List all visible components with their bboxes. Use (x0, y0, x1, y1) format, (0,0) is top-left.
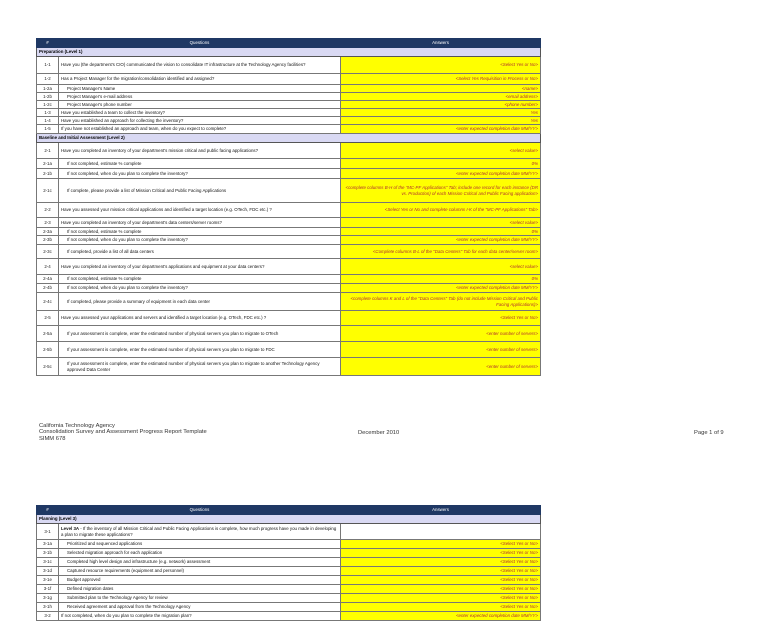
answer-cell[interactable]: <enter number of servers> (341, 358, 541, 376)
table-row (37, 93, 541, 101)
table-row (37, 57, 541, 74)
answer-cell[interactable]: <enter expected completion date MM/YY> (341, 125, 541, 134)
answer-cell[interactable]: Yes (341, 109, 541, 117)
question-number: 2-4 (37, 259, 59, 275)
level-label: Level 3A (61, 526, 80, 532)
answer-cell[interactable]: <enter expected completion date MM/YY> (341, 284, 541, 293)
answer-cell[interactable]: 0% (341, 228, 541, 236)
table-row (37, 284, 541, 293)
question-text: Have you established a team to collect the inventory? (59, 109, 341, 117)
table-row (37, 524, 541, 540)
header-answers: Answers (341, 506, 541, 515)
question-text: Defined migration dates (59, 585, 341, 594)
question-number: 1-3 (37, 109, 59, 117)
table-row (37, 125, 541, 134)
answer-cell[interactable]: <email address> (341, 93, 541, 101)
table-row (37, 218, 541, 228)
question-text: Selected migration approach for each application (59, 549, 341, 558)
table-row (37, 169, 541, 179)
question-text: If you have not established an approach and team, when do you expect to complete? (59, 125, 341, 134)
table-row (37, 326, 541, 342)
table-row (37, 342, 541, 358)
question-text: Have you established an approach for collecting the inventory? (59, 117, 341, 125)
table-header-row (37, 506, 541, 515)
answer-cell[interactable]: <Select Yes or No> (341, 558, 541, 567)
question-text: Has a Project Manager for the migration/consolidation identified and assigned? (59, 74, 341, 85)
answer-cell[interactable]: <select value> (341, 259, 541, 275)
answer-cell[interactable]: <Select Yes or No> (341, 576, 541, 585)
question-number: 3-1g (37, 594, 59, 603)
question-text: Received agreement and approval from the Technology Agency (59, 603, 341, 612)
question-text: Budget approved (59, 576, 341, 585)
question-text: Have you assessed your applications and servers and identified a target location (e.g. OTech, FDC etc.) ? (59, 311, 341, 326)
question-number: 2-5b (37, 342, 59, 358)
question-number: 3-1c (37, 558, 59, 567)
question-text: Project Manager's Name (59, 85, 341, 93)
question-number: 3-1h (37, 603, 59, 612)
question-number: 2-1 (37, 143, 59, 159)
answer-cell[interactable]: <Select Yes or No> (341, 567, 541, 576)
question-number: 2-3b (37, 236, 59, 245)
section-header-row (37, 515, 541, 524)
question-number: 3-1a (37, 540, 59, 549)
question-number: 2-4a (37, 275, 59, 284)
section-title: Baseline and Initial Assessment (Level 2) (37, 134, 541, 143)
answer-cell[interactable]: <enter expected completion date MM/YY> (341, 612, 541, 621)
answer-cell[interactable]: <enter expected completion date MM/YY> (341, 169, 541, 179)
question-number: 2-3a (37, 228, 59, 236)
header-answers: Answers (341, 39, 541, 48)
question-number: 3-1d (37, 567, 59, 576)
question-text: If not completed, estimate % complete (59, 275, 341, 284)
table-row (37, 85, 541, 93)
question-text: Have you (the department's CIO) communicated the vision to consolidate IT infrastructure at the Technology Agency facilities? (59, 57, 341, 74)
answer-cell[interactable]: 0% (341, 275, 541, 284)
question-number: 2-2 (37, 203, 59, 218)
question-number: 2-1b (37, 169, 59, 179)
answer-cell[interactable]: <Select Yes or No and complete columns I-K of the "MC-PF Applications" Tab> (341, 203, 541, 218)
section-title: Planning (Level 3) (37, 515, 541, 524)
table-row (37, 275, 541, 284)
table-row (37, 259, 541, 275)
table-row (37, 311, 541, 326)
question-number: 1-1 (37, 57, 59, 74)
header-questions: Questions (59, 506, 341, 515)
question-text: Captured resource requirements (equipment and personnel) (59, 567, 341, 576)
answer-cell[interactable]: <Select Yes or No> (341, 540, 541, 549)
table-row (37, 585, 541, 594)
footer-page-number: Page 1 of 9 (694, 430, 724, 436)
question-text: If your assessment is complete, enter the estimated number of physical servers you plan to migrate to FDC (59, 342, 341, 358)
table-row (37, 109, 541, 117)
question-text: Submitted plan to the Technology Agency for review (59, 594, 341, 603)
table-row (37, 117, 541, 125)
question-number: 2-1c (37, 179, 59, 203)
section-title: Preparation (Level 1) (37, 48, 541, 57)
answer-cell[interactable]: <Select Yes or No> (341, 603, 541, 612)
answer-cell[interactable]: <select value> (341, 218, 541, 228)
footer-simm: SIMM 678 (39, 435, 66, 442)
answer-cell[interactable]: <Complete columns B-L of the "Data Centers" Tab for each data center/server room> (341, 245, 541, 259)
header-questions: Questions (59, 39, 341, 48)
table-row (37, 576, 541, 585)
answer-cell[interactable]: <select value> (341, 143, 541, 159)
question-text: If not completed, when do you plan to complete the inventory? (59, 169, 341, 179)
question-number: 1-2 (37, 74, 59, 85)
answer-cell[interactable]: <Select Yes or No> (341, 549, 541, 558)
answer-cell[interactable]: <complete columns K and L of the "Data Centers" Tab (do not include Mission Critical and Public Facing Applications)> (341, 293, 541, 311)
survey-table-page2 (36, 505, 541, 621)
answer-cell[interactable]: <Select Yes or No> (341, 594, 541, 603)
table-row (37, 293, 541, 311)
question-number: 2-3 (37, 218, 59, 228)
question-number: 1-2c (37, 101, 59, 109)
footer-org: California Technology Agency (39, 423, 115, 429)
table-row (37, 549, 541, 558)
question-number: 3-1e (37, 576, 59, 585)
question-number: 2-4b (37, 284, 59, 293)
table-row (37, 101, 541, 109)
question-text: Prioritized and sequenced applications (59, 540, 341, 549)
footer-doc-title: Consolidation Survey and Assessment Progress Report Template (39, 429, 207, 436)
question-text: Completed high level design and infrastructure (e.g. network) assessment (59, 558, 341, 567)
table-row (37, 594, 541, 603)
question-text: If not completed, when do you plan to complete the inventory? (59, 236, 341, 245)
question-number: 1-2a (37, 85, 59, 93)
question-text: Have you assessed your mission critical applications and identified a target location (e.g. OTech, FDC etc.) ? (59, 203, 341, 218)
question-number: 3-1 (37, 524, 59, 540)
answer-cell[interactable]: <Select Yes Requisition in Process or No> (341, 74, 541, 85)
table-row (37, 558, 541, 567)
footer-left (39, 423, 207, 442)
question-text: If your assessment is complete, enter the estimated number of physical servers you plan to migrate to another Technology Agency approved Data Center (59, 358, 341, 376)
answer-cell[interactable]: <enter number of servers> (341, 342, 541, 358)
question-text: If your assessment is complete, enter the estimated number of physical servers you plan to migrate to OTech (59, 326, 341, 342)
section-header-row (37, 134, 541, 143)
question-text-body: - If the inventory of all Mission Critical and Public Facing Applications is complete, how much progress have you made in developing a plan to migrate these applications? (61, 526, 337, 537)
answer-cell[interactable]: <enter number of servers> (341, 326, 541, 342)
question-text: Have you completed an inventory of your department's applications and equipment at your data centers? (59, 259, 341, 275)
table-row (37, 74, 541, 85)
question-number: 1-4 (37, 117, 59, 125)
question-text: If completed, provide a list of all data centers (59, 245, 341, 259)
answer-cell[interactable]: Yes (341, 117, 541, 125)
question-text: Project Manager's phone number (59, 101, 341, 109)
question-text: Have you completed an inventory of your department's mission critical and public facing applications? (59, 143, 341, 159)
question-text: If not completed, when do you plan to complete the inventory? (59, 284, 341, 293)
question-text: Have you completed an inventory of your department's data centers/server rooms? (59, 218, 341, 228)
table-row (37, 228, 541, 236)
table-row (37, 245, 541, 259)
survey-table-page1 (36, 38, 541, 376)
question-text: If not completed, when do you plan to complete the migration plan? (59, 612, 341, 621)
question-text: If completed, please provide a summary of equipment in each data center (59, 293, 341, 311)
table-row (37, 236, 541, 245)
answer-cell[interactable]: <complete columns B-H of the "MC-PF Applications" Tab; include one record for each instance (DR vs. Production) of each Mission Critical and Public Facing application> (341, 179, 541, 203)
table-row (37, 567, 541, 576)
question-number: 2-4c (37, 293, 59, 311)
question-number: 2-3c (37, 245, 59, 259)
question-number: 1-5 (37, 125, 59, 134)
answer-cell[interactable]: <name> (341, 85, 541, 93)
answer-cell (341, 524, 541, 540)
question-number: 2-1a (37, 159, 59, 169)
question-number: 3-1f (37, 585, 59, 594)
question-number: 2-5c (37, 358, 59, 376)
answer-cell[interactable]: <Select Yes or No> (341, 585, 541, 594)
answer-cell[interactable]: <Select Yes or No> (341, 57, 541, 74)
table-row (37, 203, 541, 218)
table-row (37, 159, 541, 169)
table-row (37, 603, 541, 612)
footer-date: December 2010 (358, 430, 400, 436)
question-text: If complete, please provide a list of Mission Critical and Public Facing Applications (59, 179, 341, 203)
question-number: 1-2b (37, 93, 59, 101)
header-num: # (37, 506, 59, 515)
table-row (37, 143, 541, 159)
question-number: 2-5 (37, 311, 59, 326)
table-header-row (37, 39, 541, 48)
question-text (59, 524, 341, 540)
question-number: 3-2 (37, 612, 59, 621)
question-number: 3-1b (37, 549, 59, 558)
question-text: If not completed, estimate % complete (59, 159, 341, 169)
table-row (37, 540, 541, 549)
answer-cell[interactable]: <enter expected completion date MM/YY> (341, 236, 541, 245)
question-text: Project Manager's e-mail address (59, 93, 341, 101)
answer-cell[interactable]: <Select Yes or No> (341, 311, 541, 326)
section-header-row (37, 48, 541, 57)
answer-cell[interactable]: <phone number> (341, 101, 541, 109)
question-number: 2-5a (37, 326, 59, 342)
table-row (37, 179, 541, 203)
header-num: # (37, 39, 59, 48)
table-row (37, 612, 541, 621)
answer-cell[interactable]: 0% (341, 159, 541, 169)
table-row (37, 358, 541, 376)
question-text: If not completed, estimate % complete (59, 228, 341, 236)
